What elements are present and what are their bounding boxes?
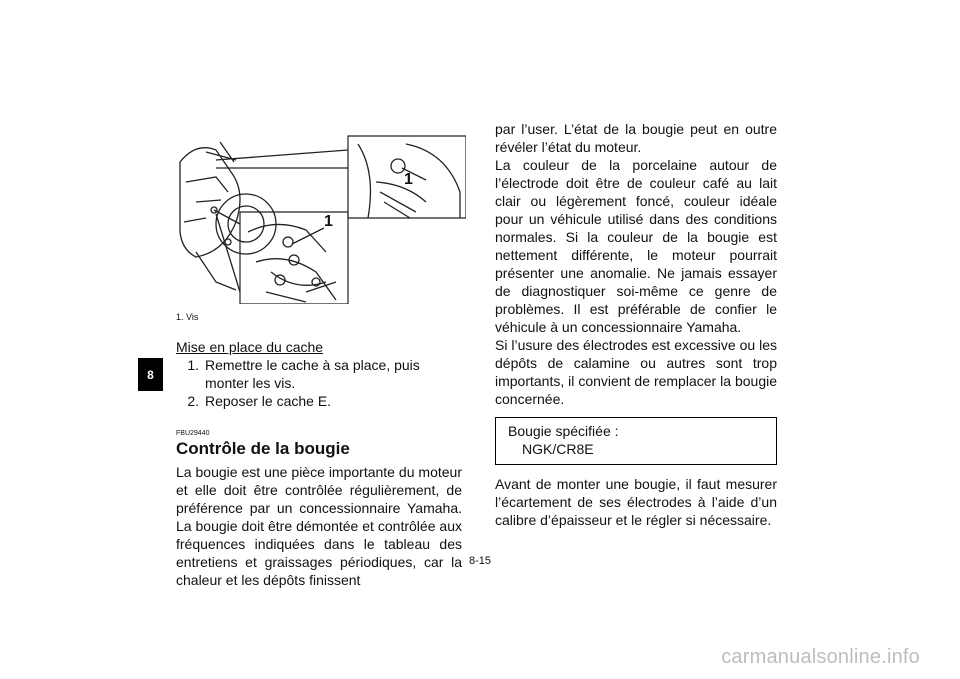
body-paragraph: La couleur de la porcelaine autour de l’électrode doit être de couleur café au lait clair ou légèrement foncé, couleur idéale pour un véhicule utilisé dans des conditions normales. Si la couleur de la bougie est nettement différente, le moteur pourrait présenter une anomalie. Ne jamais essayer de diagnostiquer soi-même ce genre de problèmes. Il est préférable de confier le véhicule à un concessionnaire Yamaha. [495, 157, 777, 335]
step-number: 1. [187, 357, 199, 373]
spec-label: Bougie spécifiée : [508, 423, 619, 439]
body-paragraph: par l’user. L’état de la bougie peut en outre révéler l’état du moteur. [495, 121, 777, 155]
section-tab-number: 8 [147, 367, 154, 382]
body-paragraph: Avant de monter une bougie, il faut mesurer l’écartement de ses électrodes à l’aide d’un calibre d’épaisseur et le régler si nécessaire. [495, 476, 777, 528]
spec-value: NGK/CR8E [522, 441, 594, 457]
reference-code: FBU29440 [176, 430, 210, 437]
body-paragraph: Si l’usure des électrodes est excessive ou les dépôts de calamine ou autres sont trop importants, il convient de remplacer la bougie concernée. [495, 337, 777, 407]
step-number: 2. [187, 393, 199, 409]
callout-1-top: 1 [404, 171, 413, 188]
step-text: Remettre le cache à sa place, puis monter les vis. [205, 357, 420, 391]
section-tab [138, 358, 163, 391]
subheading: Mise en place du cache [176, 339, 324, 355]
section-heading: Contrôle de la bougie [176, 439, 350, 458]
step-item [176, 392, 462, 410]
spec-box [495, 417, 777, 465]
body-paragraph: La bougie est une pièce importante du moteur et elle doit être contrôlée régulièrement, de préférence par un concessionnaire Yamaha. La bougie doit être démontée et contrôlée aux fréquences indiquées dans le tableau des entretiens et graissages périodiques, car la chaleur et les dépôts finissent [176, 464, 462, 588]
page-number: 8-15 [468, 555, 492, 567]
right-column [495, 120, 777, 529]
step-text: Reposer le cache E. [205, 393, 332, 409]
left-column [176, 338, 462, 589]
watermark: carmanualsonline.info [721, 646, 920, 668]
illustration-caption: 1. Vis [176, 312, 199, 322]
callout-1-bottom: 1 [324, 213, 333, 230]
cover-screw-illustration [176, 132, 466, 304]
step-item [176, 356, 462, 392]
